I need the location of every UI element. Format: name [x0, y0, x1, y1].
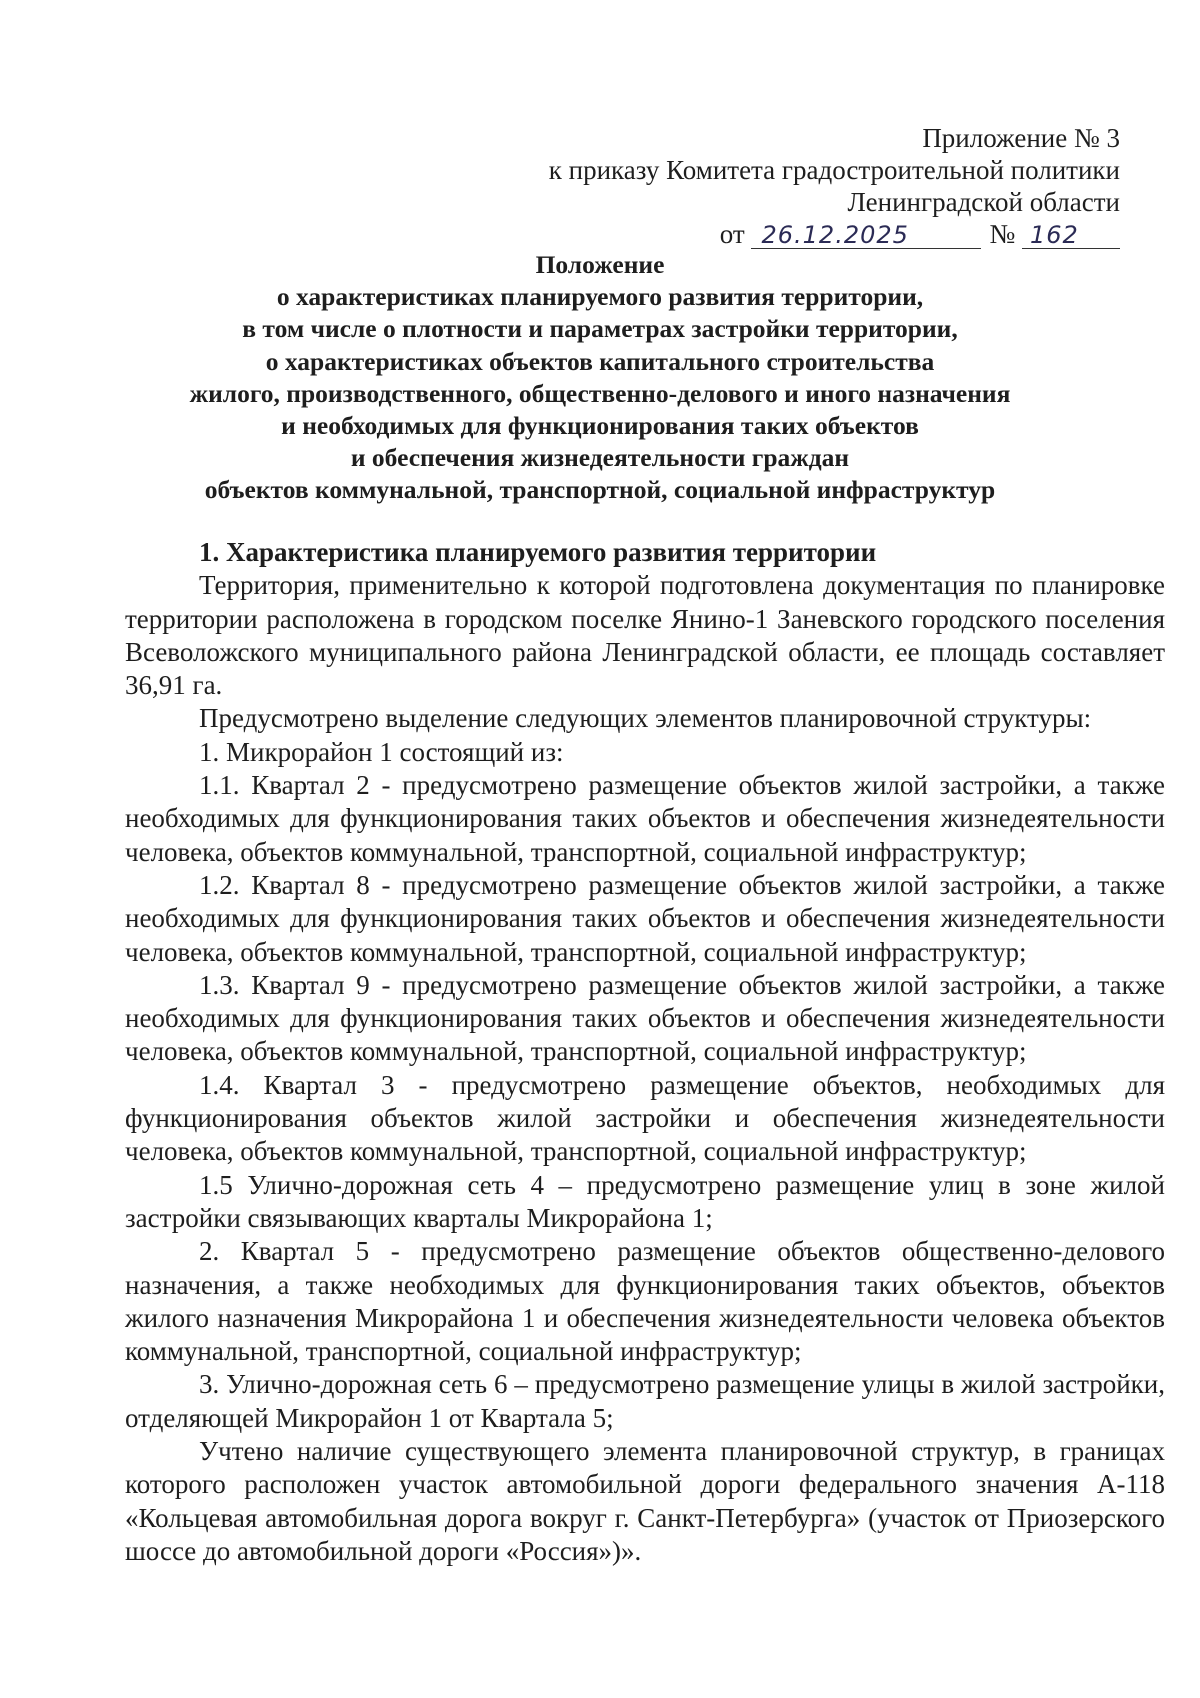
- title-line: и обеспечения жизнедеятельности граждан: [350, 443, 850, 473]
- document-body: [125, 536, 1165, 1568]
- title-line: в том числе о плотности и параметрах застройки территории,: [242, 314, 958, 344]
- title-line: и необходимых для функционирования таких объектов: [281, 411, 919, 441]
- body-paragraph: Учтено наличие существующего элемента планировочной структур, в границах которого расположен участок автомобильной дороги федерального значения А-118 «Кольцевая автомобильная дорога вокруг г. Санкт-Петербурга» (участок от Приозерского шоссе до автомобильной дороги «Россия»)».: [125, 1436, 1165, 1566]
- region-name: Ленинградской области: [847, 187, 1120, 217]
- appendix-number: Приложение № 3: [922, 123, 1120, 153]
- title-line: о характеристиках планируемого развития территории,: [276, 282, 924, 312]
- title-line: объектов коммунальной, транспортной, социальной инфраструктур: [204, 475, 996, 505]
- handwritten-date: 26.12.2025: [751, 222, 981, 249]
- title-line: о характеристиках объектов капитального строительства: [265, 346, 935, 376]
- body-paragraph: 1.5 Улично-дорожная сеть 4 – предусмотрено размещение улиц в зоне жилой застройки связывающих кварталы Микрорайона 1;: [125, 1169, 1165, 1233]
- number-prefix: №: [989, 219, 1016, 249]
- body-paragraph: Предусмотрено выделение следующих элементов планировочной структуры:: [199, 703, 1092, 734]
- body-paragraph: 1.3. Квартал 9 - предусмотрено размещение объектов жилой застройки, а также необходимых для функционирования таких объектов и обеспечения жизнедеятельности человека, объектов коммунальной, транспортной, социальной инфраструктур;: [125, 969, 1165, 1067]
- handwritten-number: 162: [1022, 222, 1120, 249]
- body-paragraph: 3. Улично-дорожная сеть 6 – предусмотрено размещение улицы в жилой застройки, отделяющей Микрорайон 1 от Квартала 5;: [125, 1369, 1165, 1433]
- title-line: жилого, производственного, общественно-делового и иного назначения: [189, 378, 1011, 408]
- document-title: [120, 249, 1080, 507]
- body-paragraph: 1.1. Квартал 2 - предусмотрено размещение объектов жилой застройки, а также необходимых для функционирования таких объектов и обеспечения жизнедеятельности человека, объектов коммунальной, транспортной, социальной инфраструктур;: [125, 770, 1165, 867]
- body-paragraph: 1. Микрорайон 1 состоящий из:: [199, 736, 564, 767]
- title-line: Положение: [535, 250, 665, 279]
- body-paragraph: 1.2. Квартал 8 - предусмотрено размещение объектов жилой застройки, а также необходимых для функционирования таких объектов и обеспечения жизнедеятельности человека, объектов коммунальной, транспортной, социальной инфраструктур;: [125, 869, 1165, 967]
- body-paragraph: 1.4. Квартал 3 - предусмотрено размещение объектов, необходимых для функционирования объектов жилой застройки и обеспечения жизнедеятельности человека, объектов коммунальной, транспортной, социальной инфраструктур;: [125, 1069, 1165, 1167]
- order-date-number: [549, 218, 1120, 250]
- appendix-header: [549, 122, 1120, 250]
- body-paragraph: Территория, применительно к которой подготовлена документация по планировке территории расположена в городском поселке Янино-1 Заневского городского поселения Всеволожского муниципального района Ленинградской области, ее площадь составляет 36,91 га.: [125, 570, 1165, 701]
- date-prefix: от: [719, 219, 745, 249]
- body-paragraph: 2. Квартал 5 - предусмотрено размещение объектов общественно-делового назначения, а также необходимых для функционирования таких объектов, объектов жилого назначения Микрорайона 1 и обеспечения жизнедеятельности человека объектов коммунальной, транспортной, социальной инфраструктур;: [125, 1236, 1165, 1367]
- order-reference: к приказу Комитета градостроительной политики: [548, 155, 1120, 185]
- section-heading: 1. Характеристика планируемого развития территории: [199, 537, 877, 567]
